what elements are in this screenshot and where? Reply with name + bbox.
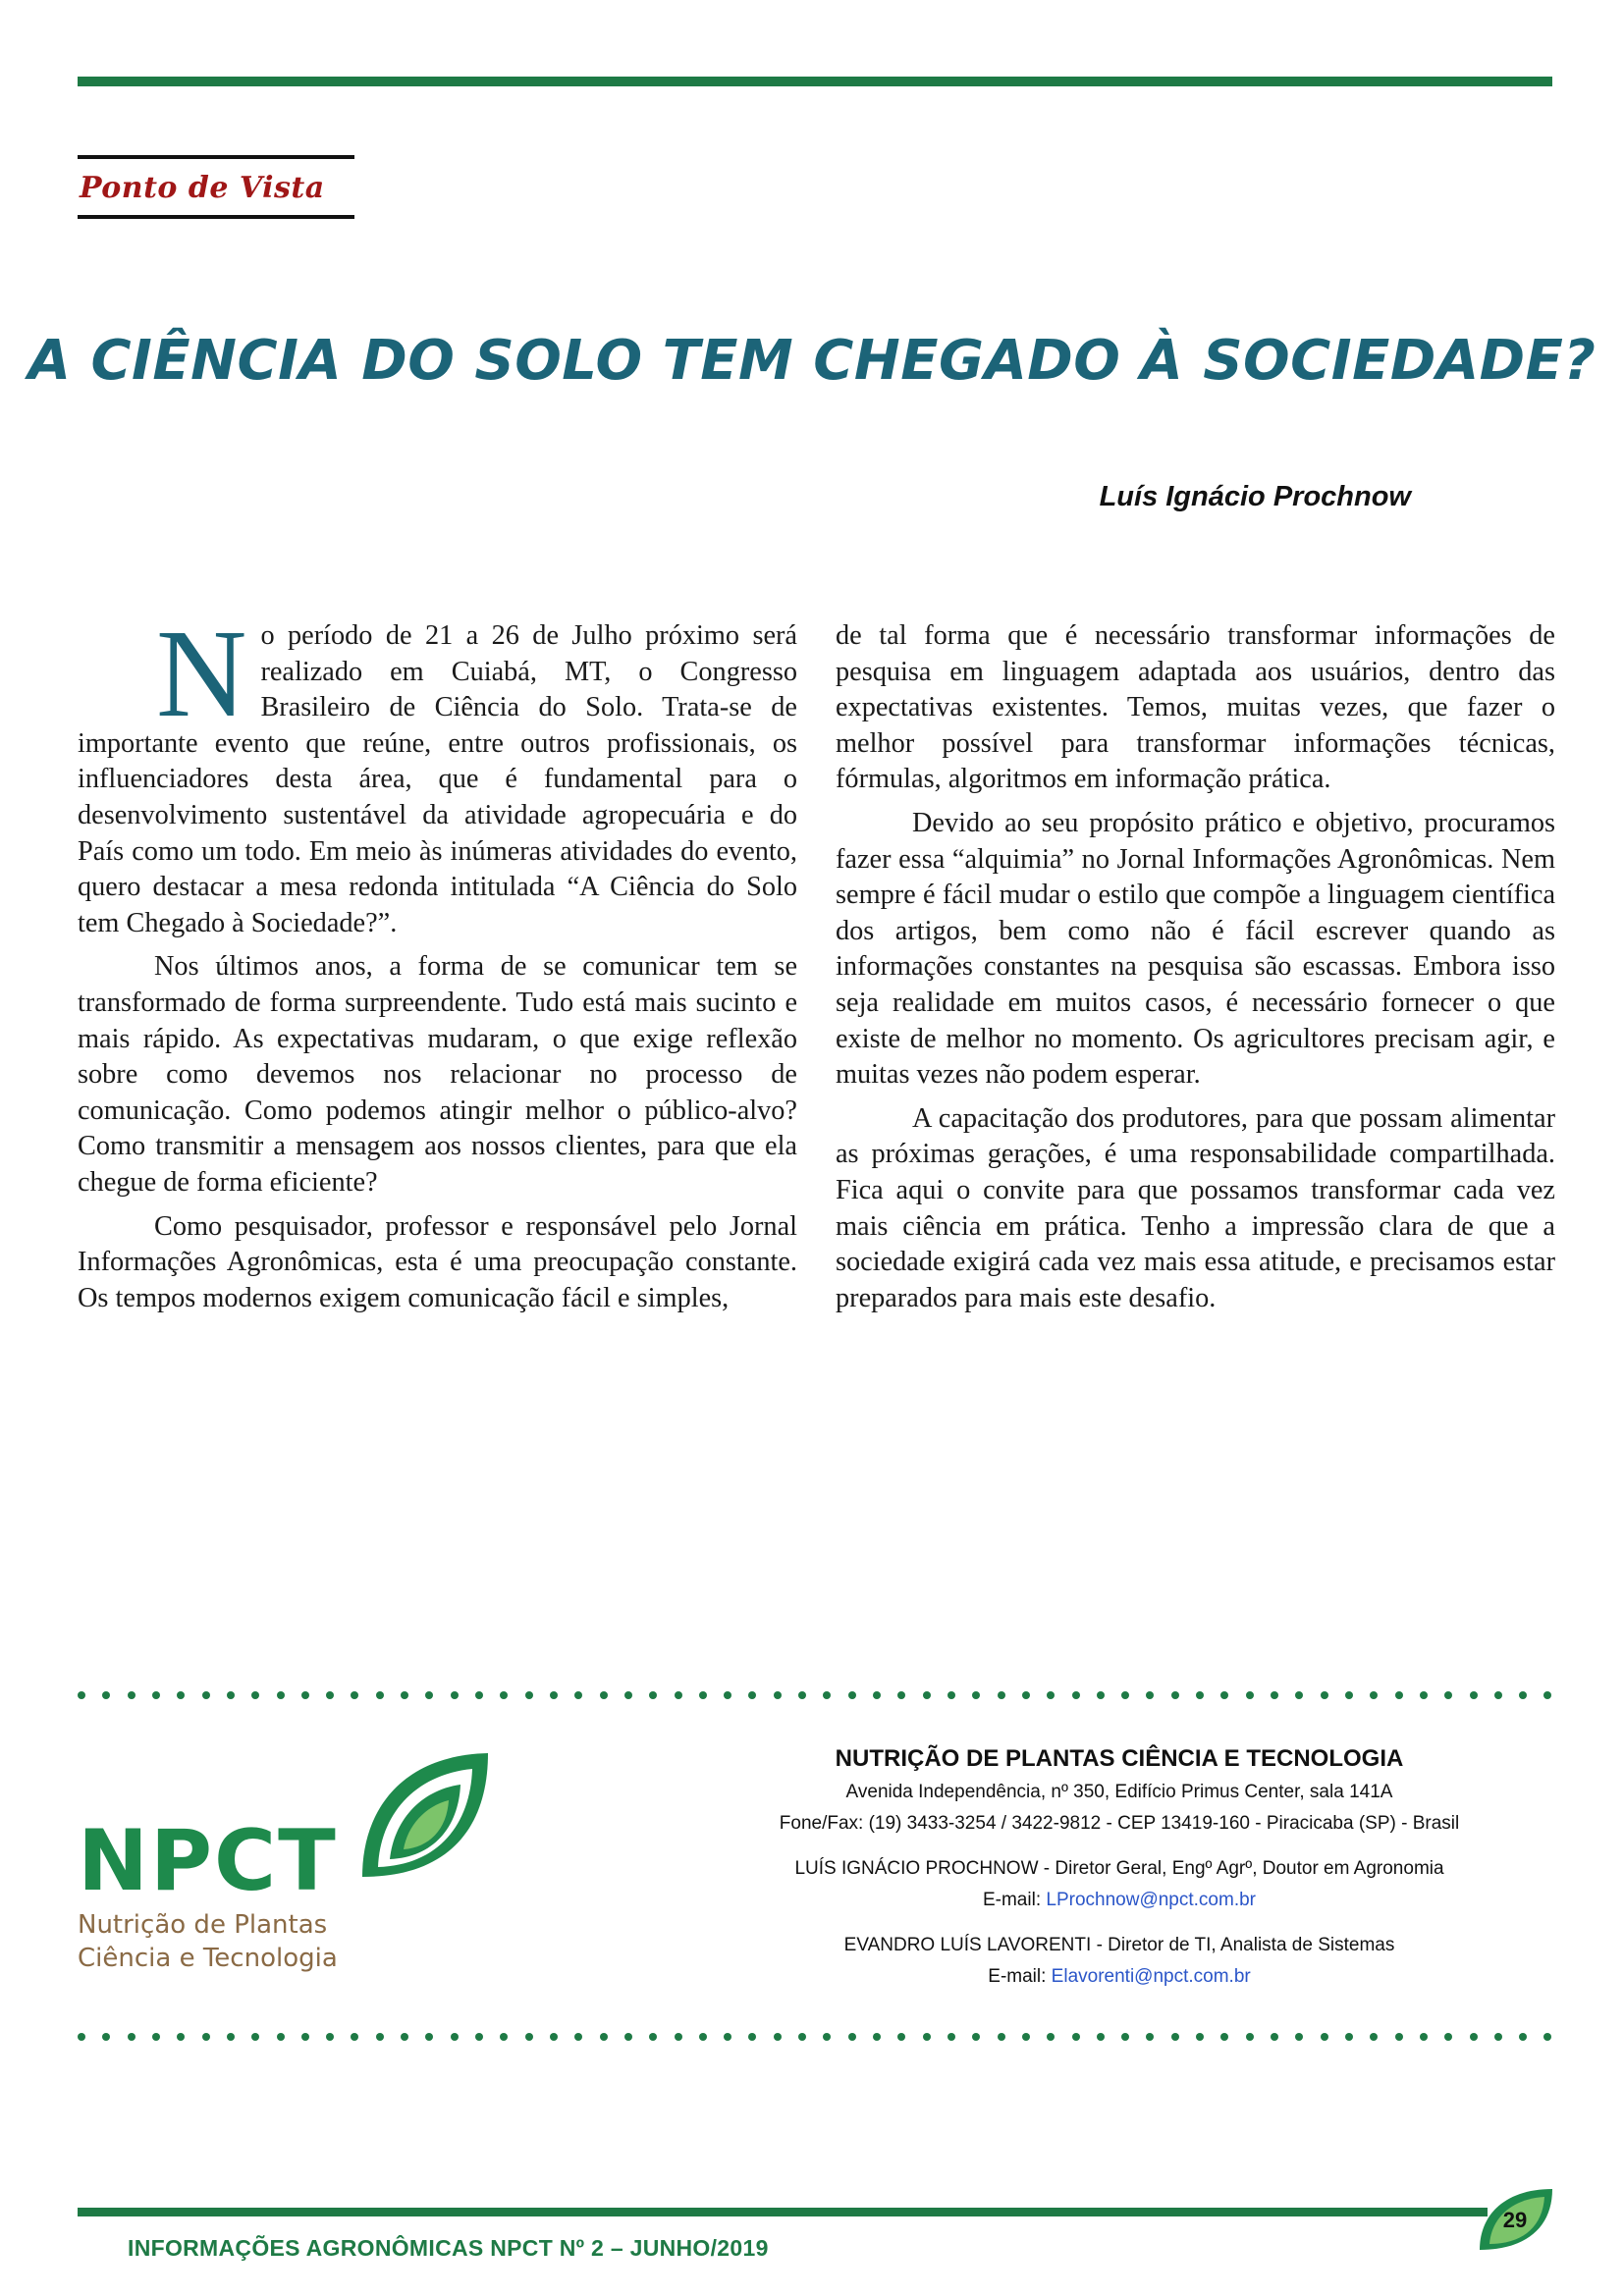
divider-dot xyxy=(1097,1691,1105,1699)
divider-dot xyxy=(177,1691,185,1699)
divider-dot xyxy=(475,2033,483,2041)
section-tag-bottom-line xyxy=(78,215,354,219)
divider-dot xyxy=(1295,2033,1303,2041)
divider-dot xyxy=(574,1691,582,1699)
divider-dot xyxy=(649,2033,657,2041)
paragraph-4: Devido ao seu propósito prático e objetivo, procuramos fazer essa “alquimia” no Jornal Informações Agronômicas. Nem sempre é fácil mudar o estilo que compõe a linguagem científica dos artigos, bem como não é fácil escrever quando as informações constantes na pesquisa são escassas. Embora isso seja realidade em muitos casos, é necessário fornecer o que existe de melhor no momento. Os agricultores precisam agir, e muitas vezes não podem esperar. xyxy=(836,807,1555,1091)
dotted-divider-bottom xyxy=(78,2030,1552,2044)
divider-dot xyxy=(351,2033,358,2041)
divider-dot xyxy=(1220,2033,1228,2041)
divider-dot xyxy=(1470,1691,1478,1699)
drop-cap: N xyxy=(156,604,247,743)
divider-dot xyxy=(277,1691,285,1699)
divider-dot xyxy=(998,2033,1005,2041)
divider-dot xyxy=(774,1691,782,1699)
divider-dot xyxy=(326,1691,334,1699)
divider-dot xyxy=(1370,1691,1378,1699)
logo-wordmark: NPCT xyxy=(78,1812,338,1910)
divider-dot xyxy=(251,1691,259,1699)
divider-dot xyxy=(1171,2033,1179,2041)
email-1-line xyxy=(717,1889,1522,1912)
divider-dot xyxy=(947,1691,955,1699)
paragraph-3-continued: de tal forma que é necessário transformar informações de pesquisa em linguagem adaptada aos usuários, dentro das expectativas existentes. Temos, muitas vezes, que fazer o melhor possível para transformar informações técnicas, fórmulas, algoritmos em informação prática. xyxy=(836,620,1555,795)
divider-dot xyxy=(525,2033,533,2041)
divider-dot xyxy=(376,1691,384,1699)
divider-dot xyxy=(152,1691,160,1699)
divider-dot xyxy=(823,2033,831,2041)
divider-dot xyxy=(1072,1691,1080,1699)
divider-dot xyxy=(923,2033,931,2041)
divider-dot xyxy=(1246,1691,1254,1699)
divider-dot xyxy=(401,1691,408,1699)
divider-dot xyxy=(649,1691,657,1699)
divider-dot xyxy=(202,2033,210,2041)
divider-dot xyxy=(724,1691,731,1699)
divider-dot xyxy=(748,1691,756,1699)
paragraph-3: Como pesquisador, professor e responsável pelo Jornal Informações Agronômicas, esta é uma preocupação constante. Os tempos modernos exigem comunicação fácil e simples, xyxy=(78,1210,797,1313)
divider-dot xyxy=(1321,1691,1328,1699)
logo-subtitle-line-1: Nutrição de Plantas xyxy=(78,1910,328,1940)
divider-dot xyxy=(947,2033,955,2041)
divider-dot xyxy=(873,1691,881,1699)
divider-dot xyxy=(425,1691,433,1699)
divider-dot xyxy=(425,2033,433,2041)
divider-dot xyxy=(1047,1691,1055,1699)
paragraph-1: o período de 21 a 26 de Julho próximo será realizado em Cuiabá, MT, o Congresso Brasileiro de Ciência do Solo. Trata-se de importante evento que reúne, entre outros profissionais, os influenciadores desta área, que é fundamental para o desenvolvimento sustentável da atividade agropecuária e do País como um todo. Em meio às inúmeras atividades do evento, quero destacar a mesa redonda intitulada “A Ciência do Solo tem Chegado à Sociedade?”. xyxy=(78,620,797,938)
logo-subtitle xyxy=(78,1908,338,1975)
paragraph-5: A capacitação dos produtores, para que possam alimentar as próximas gerações, é uma responsabilidade compartilhada. Fica aqui o convite para que possamos transformar cada vez mais ciência em prática. Tenho a impressão clara de que a sociedade exigirá cada vez mais essa atitude, e precisamos estar preparados para mais este desafio. xyxy=(836,1102,1555,1313)
divider-dot xyxy=(724,2033,731,2041)
divider-dot xyxy=(102,1691,110,1699)
divider-dot xyxy=(500,1691,508,1699)
divider-dot xyxy=(78,2033,85,2041)
email-2-link[interactable]: Elavorenti@npct.com.br xyxy=(1051,1966,1251,1987)
logo-subtitle-line-2: Ciência e Tecnologia xyxy=(78,1944,338,1973)
phone-line: Fone/Fax: (19) 3433-3254 / 3422-9812 - CEP 13419-160 - Piracicaba (SP) - Brasil xyxy=(779,1813,1460,1834)
divider-dot xyxy=(1121,1691,1129,1699)
divider-dot xyxy=(1345,2033,1353,2041)
divider-dot xyxy=(848,2033,856,2041)
divider-dot xyxy=(1494,2033,1502,2041)
divider-dot xyxy=(1519,2033,1527,2041)
npct-logo xyxy=(78,1747,510,1983)
divider-dot xyxy=(1271,1691,1278,1699)
divider-dot xyxy=(550,2033,558,2041)
bottom-rule xyxy=(78,2208,1488,2216)
divider-dot xyxy=(351,1691,358,1699)
organization-name: NUTRIÇÃO DE PLANTAS CIÊNCIA E TECNOLOGIA xyxy=(835,1745,1404,1772)
divider-dot xyxy=(675,1691,682,1699)
divider-dot xyxy=(1470,2033,1478,2041)
divider-dot xyxy=(277,2033,285,2041)
divider-dot xyxy=(1444,2033,1452,2041)
divider-dot xyxy=(525,1691,533,1699)
divider-dot xyxy=(798,1691,806,1699)
divider-dot xyxy=(1345,1691,1353,1699)
email-2-line xyxy=(717,1965,1522,1989)
divider-dot xyxy=(1196,2033,1204,2041)
divider-dot xyxy=(1146,1691,1154,1699)
page-number: 29 xyxy=(1502,2208,1528,2232)
divider-dot xyxy=(998,1691,1005,1699)
divider-dot xyxy=(897,2033,905,2041)
divider-dot xyxy=(699,1691,707,1699)
divider-dot xyxy=(227,2033,235,2041)
divider-dot xyxy=(202,1691,210,1699)
divider-dot xyxy=(1220,1691,1228,1699)
divider-dot xyxy=(1022,1691,1030,1699)
divider-dot xyxy=(326,2033,334,2041)
divider-dot xyxy=(1146,2033,1154,2041)
divider-dot xyxy=(1246,2033,1254,2041)
leaf-logo-icon xyxy=(356,1747,494,1885)
divider-dot xyxy=(301,1691,309,1699)
section-label: Ponto de Vista xyxy=(80,171,325,205)
divider-dot xyxy=(475,1691,483,1699)
divider-dot xyxy=(1519,1691,1527,1699)
divider-dot xyxy=(1543,1691,1551,1699)
article-column-right xyxy=(836,618,1555,1324)
divider-dot xyxy=(128,2033,135,2041)
divider-dot xyxy=(177,2033,185,2041)
divider-dot xyxy=(1444,1691,1452,1699)
divider-dot xyxy=(1121,2033,1129,2041)
divider-dot xyxy=(923,1691,931,1699)
divider-dot xyxy=(748,2033,756,2041)
divider-dot xyxy=(301,2033,309,2041)
divider-dot xyxy=(251,2033,259,2041)
divider-dot xyxy=(699,2033,707,2041)
divider-dot xyxy=(798,2033,806,2041)
address-line: Avenida Independência, nº 350, Edifício Primus Center, sala 141A xyxy=(845,1782,1393,1802)
divider-dot xyxy=(1420,2033,1428,2041)
divider-dot xyxy=(1271,2033,1278,2041)
email-label: E-mail: xyxy=(982,1890,1042,1910)
divider-dot xyxy=(550,1691,558,1699)
article-title: A CIÊNCIA DO SOLO TEM CHEGADO À SOCIEDADE? xyxy=(27,329,1597,393)
divider-dot xyxy=(1395,1691,1403,1699)
divider-dot xyxy=(848,1691,856,1699)
divider-dot xyxy=(128,1691,135,1699)
divider-dot xyxy=(1295,1691,1303,1699)
divider-dot xyxy=(1171,1691,1179,1699)
divider-dot xyxy=(78,1691,85,1699)
divider-dot xyxy=(675,2033,682,2041)
divider-dot xyxy=(1321,2033,1328,2041)
divider-dot xyxy=(451,1691,459,1699)
divider-dot xyxy=(376,2033,384,2041)
divider-dot xyxy=(972,1691,980,1699)
divider-dot xyxy=(972,2033,980,2041)
email-label: E-mail: xyxy=(988,1966,1047,1987)
divider-dot xyxy=(823,1691,831,1699)
divider-dot xyxy=(600,2033,608,2041)
divider-dot xyxy=(1097,2033,1105,2041)
divider-dot xyxy=(624,2033,632,2041)
paragraph-2: Nos últimos anos, a forma de se comunicar tem se transformado de forma surpreendente. Tudo está mais sucinto e mais rápido. As expectativas mudaram, o que exige reflexão sobre como devemos nos relacionar no processo de comunicação. Como podemos atingir melhor o público-alvo? Como transmitir a mensagem aos nossos clientes, para que ela chegue de forma eficiente? xyxy=(78,951,797,1198)
divider-dot xyxy=(152,2033,160,2041)
divider-dot xyxy=(774,2033,782,2041)
divider-dot xyxy=(451,2033,459,2041)
divider-dot xyxy=(1072,2033,1080,2041)
person-1-line: LUÍS IGNÁCIO PROCHNOW - Diretor Geral, Engº Agrº, Doutor em Agronomia xyxy=(794,1858,1444,1879)
publication-footer: INFORMAÇÕES AGRONÔMICAS NPCT Nº 2 – JUNHO/2019 xyxy=(128,2235,769,2261)
top-rule xyxy=(78,77,1552,86)
divider-dot xyxy=(1395,2033,1403,2041)
email-1-link[interactable]: LProchnow@npct.com.br xyxy=(1046,1890,1256,1910)
divider-dot xyxy=(1420,1691,1428,1699)
divider-dot xyxy=(624,1691,632,1699)
divider-dot xyxy=(1543,2033,1551,2041)
divider-dot xyxy=(600,1691,608,1699)
divider-dot xyxy=(574,2033,582,2041)
article-column-left xyxy=(78,604,797,1324)
divider-dot xyxy=(1022,2033,1030,2041)
author-name: Luís Ignácio Prochnow xyxy=(1099,481,1411,512)
contact-block xyxy=(717,1745,1522,1997)
divider-dot xyxy=(897,1691,905,1699)
section-tag xyxy=(78,155,354,219)
divider-dot xyxy=(1494,1691,1502,1699)
divider-dot xyxy=(102,2033,110,2041)
divider-dot xyxy=(401,2033,408,2041)
dotted-divider-top xyxy=(78,1688,1552,1702)
person-2-line: EVANDRO LUÍS LAVORENTI - Diretor de TI, Analista de Sistemas xyxy=(843,1935,1395,1955)
divider-dot xyxy=(227,1691,235,1699)
divider-dot xyxy=(1370,2033,1378,2041)
divider-dot xyxy=(1196,1691,1204,1699)
divider-dot xyxy=(1047,2033,1055,2041)
divider-dot xyxy=(500,2033,508,2041)
divider-dot xyxy=(873,2033,881,2041)
